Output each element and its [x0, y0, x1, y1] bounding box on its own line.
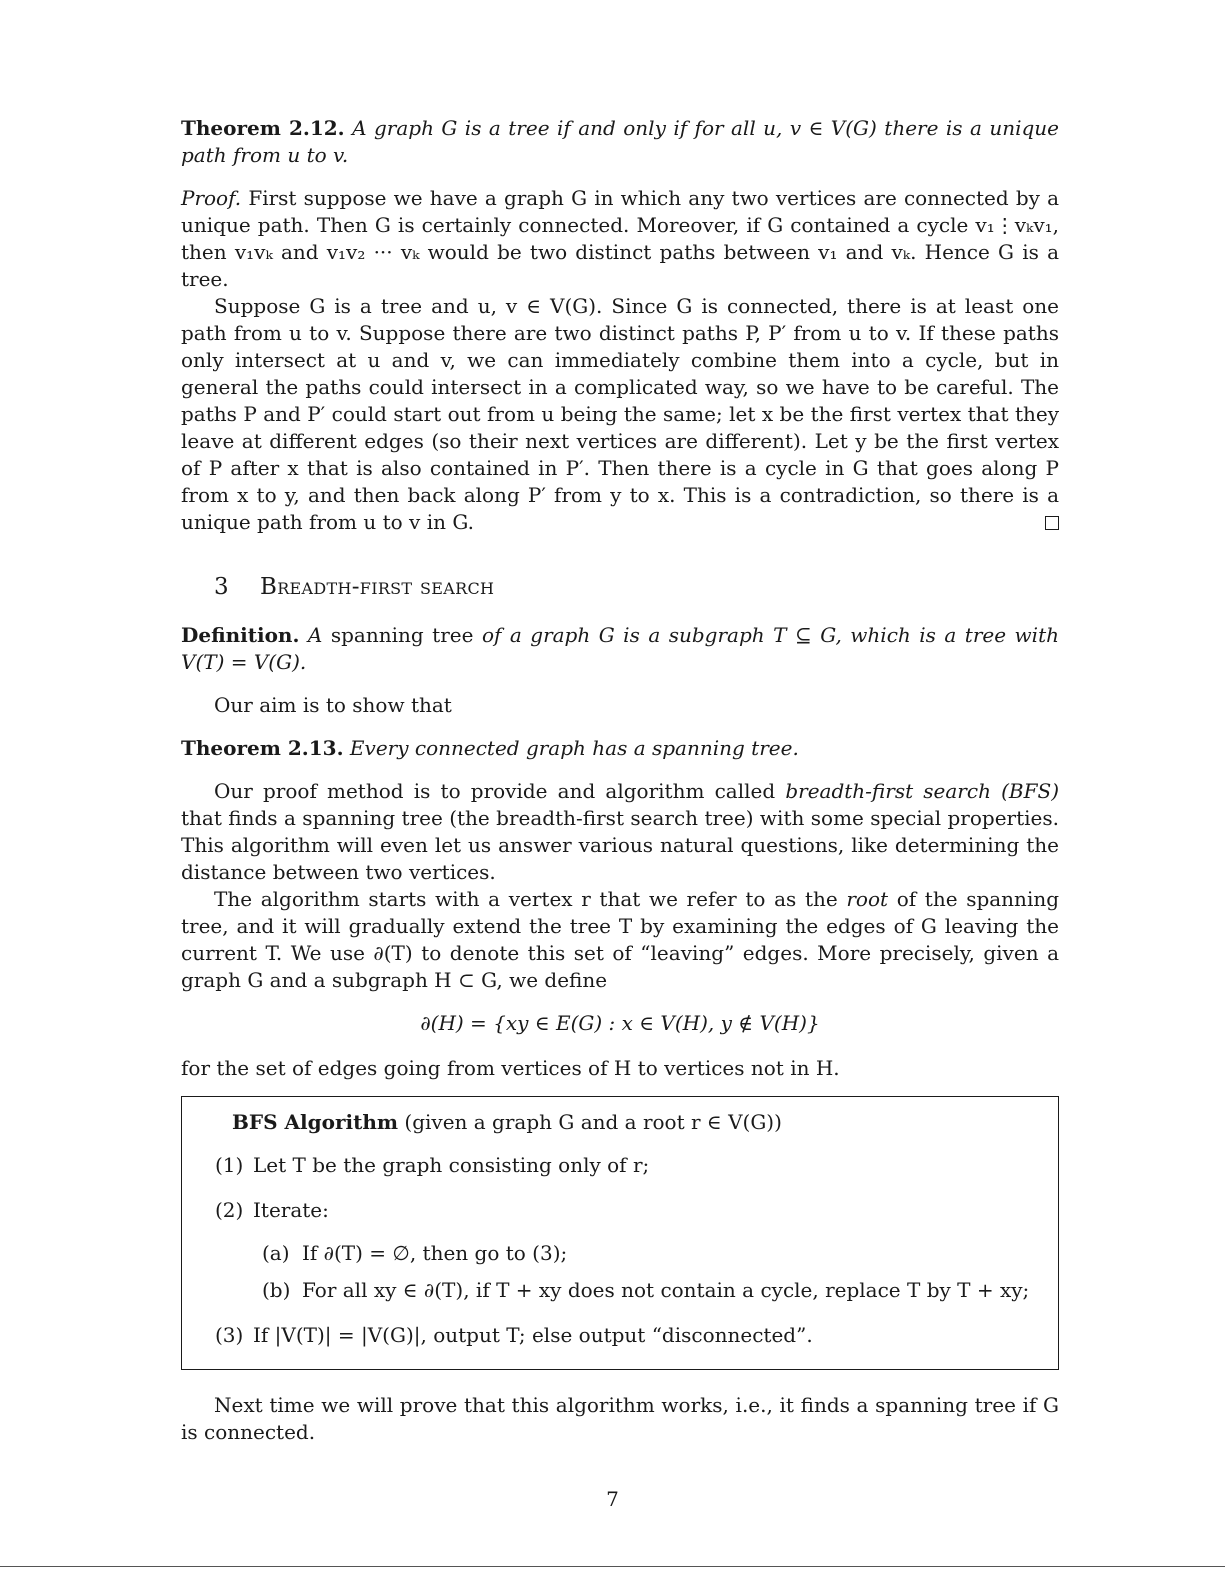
section-number: 3 — [214, 574, 229, 600]
aim-paragraph: Our aim is to show that — [214, 693, 452, 717]
root-paragraph — [181, 886, 1059, 994]
closing-paragraph: Next time we will prove that this algorithm works, i.e., it finds a spanning tree if G is connected. — [181, 1393, 1059, 1444]
algorithm-step — [215, 1322, 1058, 1349]
algorithm-substep — [262, 1240, 1058, 1267]
substep-label: (b) — [262, 1278, 291, 1302]
method-term: breadth-first search (BFS) — [785, 779, 1059, 803]
proof-text-1: First suppose we have a graph G in which any two vertices are connected by a unique path. Then G is certainly connected. Moreover, if G contained a cycle v₁⋮vₖv₁, then v₁vₖ and v₁v₂ ··· vₖ would be two distinct paths between v₁ and vₖ. Hence G is a tree. — [181, 186, 1059, 291]
definition-term: spanning tree — [330, 623, 474, 647]
qed-square-icon — [1045, 516, 1059, 530]
proof-label: Proof. — [181, 186, 242, 210]
root-post: of the spanning tree, and it will gradually extend the tree T by examining the edges of G leaving the current T. We use ∂(T) to denote this set of “leaving” edges. More precisely, given a graph G and a subgraph H ⊂ G, we define — [181, 887, 1060, 992]
page-bottom-rule — [0, 1566, 1225, 1567]
step-text: Let T be the graph consisting only of r; — [253, 1153, 650, 1177]
definition-label: Definition. — [181, 623, 300, 647]
root-pre: The algorithm starts with a vertex r that we refer to as the — [214, 887, 838, 911]
definition-pre: A — [307, 623, 323, 647]
algorithm-step — [215, 1197, 1058, 1224]
page-body — [181, 115, 1059, 1446]
theorem-label: Theorem 2.13. — [181, 736, 344, 760]
algorithm-title — [232, 1109, 1058, 1136]
section-title: Breadth-first search — [260, 574, 495, 600]
algorithm-step — [215, 1152, 1058, 1179]
step-text: Iterate: — [253, 1198, 329, 1222]
proof-paragraph-2 — [181, 293, 1059, 536]
step-label: (1) — [215, 1153, 244, 1177]
proof-text-2: Suppose G is a tree and u, v ∈ V(G). Since G is connected, there is at least one path from u to v. Suppose there are two distinct paths P, P′ from u to v. If these paths only intersect at u and v, we can immediately combine them into a cycle, but in general the paths could intersect in a complicated way, so we have to be careful. The paths P and P′ could start out from u being the same; let x be the first vertex that they leave at different edges (so their next vertices are different). Let y be the first vertex of P after x that is also contained in P′. Then there is a cycle in G that goes along P from x to y, and then back along P′ from y to x. This is a contradiction, so there is a unique path from u to v in G. — [181, 294, 1059, 534]
theorem-2-12 — [181, 115, 1059, 169]
algorithm-subtitle: (given a graph G and a root r ∈ V(G)) — [404, 1110, 782, 1134]
theorem-statement: Every connected graph has a spanning tree. — [349, 736, 799, 760]
proof-paragraph-1 — [181, 185, 1059, 293]
method-paragraph — [181, 778, 1059, 886]
definition-rest: of a graph G is a subgraph T ⊆ G, which is a tree with V(T) = V(G). — [181, 623, 1059, 674]
step-text: If |V(T)| = |V(G)|, output T; else output “disconnected”. — [253, 1323, 813, 1347]
theorem-label: Theorem 2.12. — [181, 116, 345, 140]
page-number: 7 — [606, 1487, 619, 1511]
substep-text: If ∂(T) = ∅, then go to (3); — [302, 1241, 568, 1265]
after-formula-text: for the set of edges going from vertices of H to vertices not in H. — [181, 1056, 840, 1080]
step-label: (2) — [215, 1198, 244, 1222]
method-pre: Our proof method is to provide and algorithm called — [214, 779, 776, 803]
algorithm-box — [181, 1096, 1059, 1370]
section-heading — [214, 572, 1059, 602]
algorithm-substep — [262, 1277, 1058, 1304]
substep-label: (a) — [262, 1241, 290, 1265]
theorem-statement: A graph G is a tree if and only if for all u, v ∈ V(G) there is a unique path from u to v. — [181, 116, 1060, 167]
display-formula: ∂(H) = {xy ∈ E(G) : x ∈ V(H), y ∉ V(H)} — [420, 1011, 820, 1035]
substep-text: For all xy ∈ ∂(T), if T + xy does not contain a cycle, replace T by T + xy; — [302, 1278, 1030, 1302]
definition — [181, 622, 1059, 676]
method-post: that finds a spanning tree (the breadth-first search tree) with some special properties. This algorithm will even let us answer various natural questions, like determining the distance between two vertices. — [181, 806, 1059, 884]
theorem-2-13 — [181, 735, 1059, 762]
step-label: (3) — [215, 1323, 244, 1347]
root-term: root — [846, 887, 889, 911]
algorithm-name: BFS Algorithm — [232, 1110, 399, 1134]
